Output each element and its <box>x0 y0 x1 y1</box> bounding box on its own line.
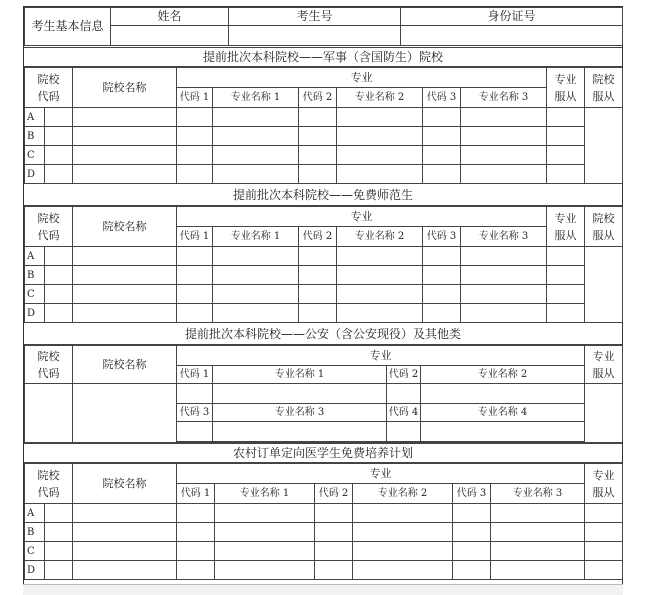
code-3-header: 代码 3 <box>177 404 213 422</box>
code-cell[interactable] <box>423 146 461 165</box>
major-name-cell[interactable] <box>491 504 585 523</box>
major-name-3-header: 专业名称 3 <box>213 404 387 422</box>
major-name-3-header: 专业名称 3 <box>461 88 547 108</box>
student-info-table <box>24 7 623 46</box>
major-name-cell[interactable] <box>215 504 315 523</box>
obey-cell[interactable] <box>547 304 585 323</box>
code-4-header: 代码 4 <box>387 404 421 422</box>
major-name-cell[interactable] <box>353 561 453 580</box>
major-name-cell[interactable] <box>421 384 585 404</box>
major-name-cell[interactable] <box>461 127 547 146</box>
code-2-header: 代码 2 <box>315 484 353 504</box>
school-code-cell[interactable] <box>45 247 73 266</box>
school-code-cell[interactable] <box>45 542 73 561</box>
section-title-police: 提前批次本科院校——公安（含公安现役）及其他类 <box>24 325 622 345</box>
major-name-1-header: 专业名称 1 <box>215 484 315 504</box>
obey-cell[interactable] <box>547 285 585 304</box>
school-code-cell[interactable] <box>45 266 73 285</box>
code-cell[interactable] <box>315 542 353 561</box>
major-name-cell[interactable] <box>215 561 315 580</box>
school-code-cell[interactable] <box>45 523 73 542</box>
code-cell[interactable] <box>177 561 215 580</box>
table-row <box>25 247 623 266</box>
school-name-header: 院校名称 <box>73 346 177 384</box>
table-row <box>25 561 623 580</box>
school-obey-cell[interactable] <box>585 108 623 184</box>
code-cell[interactable] <box>177 304 213 323</box>
obey-cell[interactable] <box>585 384 623 443</box>
major-name-cell[interactable] <box>215 523 315 542</box>
table-row <box>25 542 623 561</box>
code-cell[interactable] <box>177 146 213 165</box>
code-cell[interactable] <box>315 523 353 542</box>
obey-cell[interactable] <box>585 504 623 523</box>
code-cell[interactable] <box>423 247 461 266</box>
row-label: A <box>25 247 45 266</box>
school-code-cell[interactable] <box>45 108 73 127</box>
major-name-cell[interactable] <box>353 542 453 561</box>
code-cell[interactable] <box>423 165 461 184</box>
obey-cell[interactable] <box>547 127 585 146</box>
code-cell[interactable] <box>453 504 491 523</box>
row-label: A <box>25 504 45 523</box>
row-label: D <box>25 165 45 184</box>
section-title-teacher: 提前批次本科院校——免费师范生 <box>24 186 622 206</box>
police-choices-table <box>24 345 623 443</box>
obey-cell[interactable] <box>547 108 585 127</box>
major-header: 专业 <box>177 207 547 227</box>
major-name-cell[interactable] <box>337 146 423 165</box>
code-cell[interactable] <box>315 504 353 523</box>
code-cell[interactable] <box>299 127 337 146</box>
major-name-2-header: 专业名称 2 <box>353 484 453 504</box>
code-3-header: 代码 3 <box>423 88 461 108</box>
code-cell[interactable] <box>177 384 213 404</box>
code-cell[interactable] <box>177 422 213 442</box>
major-name-cell[interactable] <box>353 504 453 523</box>
code-2-header: 代码 2 <box>299 88 337 108</box>
major-name-cell[interactable] <box>215 542 315 561</box>
code-cell[interactable] <box>299 285 337 304</box>
section-title-military: 提前批次本科院校——军事（含国防生）院校 <box>24 47 622 67</box>
row-label: D <box>25 304 45 323</box>
school-code-cell[interactable] <box>45 285 73 304</box>
id-number-header: 身份证号 <box>401 8 623 26</box>
major-name-cell[interactable] <box>337 266 423 285</box>
exam-number-header: 考生号 <box>229 8 401 26</box>
code-1-header: 代码 1 <box>177 366 213 384</box>
school-code-header: 院校 代码 <box>25 464 73 504</box>
major-obey-header: 专业 服从 <box>547 68 585 108</box>
school-code-cell[interactable] <box>45 127 73 146</box>
school-name-cell[interactable] <box>73 304 177 323</box>
military-choices-table <box>24 67 623 184</box>
major-name-2-header: 专业名称 2 <box>337 88 423 108</box>
school-name-cell[interactable] <box>73 542 177 561</box>
code-cell[interactable] <box>177 542 215 561</box>
school-name-header: 院校名称 <box>73 207 177 247</box>
major-name-cell[interactable] <box>213 127 299 146</box>
major-name-3-header: 专业名称 3 <box>491 484 585 504</box>
school-name-cell[interactable] <box>73 247 177 266</box>
section-title-medical: 农村订单定向医学生免费培养计划 <box>24 443 622 463</box>
school-code-cell[interactable] <box>45 304 73 323</box>
major-name-3-header: 专业名称 3 <box>461 227 547 247</box>
row-label: D <box>25 561 45 580</box>
school-name-cell[interactable] <box>73 285 177 304</box>
obey-cell[interactable] <box>547 247 585 266</box>
code-1-header: 代码 1 <box>177 88 213 108</box>
code-cell[interactable] <box>177 504 215 523</box>
medical-choices-table <box>24 463 623 580</box>
code-cell[interactable] <box>423 266 461 285</box>
major-name-cell[interactable] <box>461 247 547 266</box>
major-name-cell[interactable] <box>337 165 423 184</box>
major-header: 专业 <box>177 68 547 88</box>
code-cell[interactable] <box>177 127 213 146</box>
school-code-header: 院校 代码 <box>25 68 73 108</box>
school-code-header: 院校 代码 <box>25 207 73 247</box>
code-cell[interactable] <box>177 108 213 127</box>
name-header: 姓名 <box>111 8 229 26</box>
major-name-cell[interactable] <box>213 304 299 323</box>
major-name-cell[interactable] <box>491 523 585 542</box>
school-code-cell[interactable] <box>25 384 73 443</box>
code-2-header: 代码 2 <box>387 366 421 384</box>
code-cell[interactable] <box>177 247 213 266</box>
school-name-cell[interactable] <box>73 523 177 542</box>
major-name-cell[interactable] <box>337 247 423 266</box>
school-name-cell[interactable] <box>73 384 177 443</box>
row-label: C <box>25 285 45 304</box>
major-name-cell[interactable] <box>461 304 547 323</box>
major-name-2-header: 专业名称 2 <box>337 227 423 247</box>
major-obey-header: 专业 服从 <box>585 464 623 504</box>
school-code-cell[interactable] <box>45 504 73 523</box>
code-cell[interactable] <box>299 108 337 127</box>
obey-cell[interactable] <box>585 561 623 580</box>
major-name-cell[interactable] <box>461 266 547 285</box>
major-name-cell[interactable] <box>337 304 423 323</box>
code-cell[interactable] <box>177 266 213 285</box>
major-name-cell[interactable] <box>213 108 299 127</box>
code-cell[interactable] <box>299 146 337 165</box>
code-cell[interactable] <box>453 561 491 580</box>
major-name-1-header: 专业名称 1 <box>213 227 299 247</box>
teacher-choices-table <box>24 206 623 323</box>
code-3-header: 代码 3 <box>453 484 491 504</box>
code-cell[interactable] <box>387 422 421 442</box>
code-1-header: 代码 1 <box>177 484 215 504</box>
application-form <box>23 6 623 584</box>
major-obey-header: 专业 服从 <box>547 207 585 247</box>
table-row <box>25 304 623 323</box>
code-cell[interactable] <box>299 165 337 184</box>
major-name-cell[interactable] <box>337 127 423 146</box>
school-obey-header: 院校 服从 <box>585 207 623 247</box>
code-3-header: 代码 3 <box>423 227 461 247</box>
major-name-cell[interactable] <box>461 146 547 165</box>
major-header: 专业 <box>177 464 585 484</box>
major-name-cell[interactable] <box>213 422 387 442</box>
table-row <box>25 165 623 184</box>
school-code-cell[interactable] <box>45 165 73 184</box>
row-label: A <box>25 108 45 127</box>
major-name-cell[interactable] <box>213 266 299 285</box>
major-name-1-header: 专业名称 1 <box>213 366 387 384</box>
major-name-cell[interactable] <box>461 165 547 184</box>
row-label: C <box>25 542 45 561</box>
school-obey-header: 院校 服从 <box>585 68 623 108</box>
major-name-cell[interactable] <box>353 523 453 542</box>
table-row <box>25 504 623 523</box>
cropped-footer <box>23 584 623 595</box>
major-name-cell[interactable] <box>461 285 547 304</box>
school-name-cell[interactable] <box>73 266 177 285</box>
code-cell[interactable] <box>177 285 213 304</box>
major-name-cell[interactable] <box>213 285 299 304</box>
major-name-cell[interactable] <box>491 561 585 580</box>
code-cell[interactable] <box>299 247 337 266</box>
obey-cell[interactable] <box>547 146 585 165</box>
major-name-cell[interactable] <box>461 108 547 127</box>
row-label: B <box>25 523 45 542</box>
table-row <box>25 108 623 127</box>
code-cell[interactable] <box>177 523 215 542</box>
table-row <box>25 127 623 146</box>
code-cell[interactable] <box>387 384 421 404</box>
major-name-cell[interactable] <box>213 247 299 266</box>
code-cell[interactable] <box>423 285 461 304</box>
obey-cell[interactable] <box>585 523 623 542</box>
major-name-cell[interactable] <box>213 146 299 165</box>
major-name-cell[interactable] <box>421 422 585 442</box>
major-name-cell[interactable] <box>491 542 585 561</box>
school-obey-cell[interactable] <box>585 247 623 323</box>
major-name-1-header: 专业名称 1 <box>213 88 299 108</box>
obey-cell[interactable] <box>585 542 623 561</box>
exam-number-field[interactable] <box>229 26 401 46</box>
row-label: C <box>25 146 45 165</box>
major-name-2-header: 专业名称 2 <box>421 366 585 384</box>
school-name-header: 院校名称 <box>73 68 177 108</box>
major-name-cell[interactable] <box>337 108 423 127</box>
major-header: 专业 <box>177 346 585 366</box>
school-code-cell[interactable] <box>45 146 73 165</box>
table-row <box>25 266 623 285</box>
row-label: B <box>25 266 45 285</box>
school-name-cell[interactable] <box>73 108 177 127</box>
code-cell[interactable] <box>299 266 337 285</box>
code-cell[interactable] <box>423 304 461 323</box>
code-cell[interactable] <box>315 561 353 580</box>
table-row <box>25 285 623 304</box>
row-label: B <box>25 127 45 146</box>
obey-cell[interactable] <box>547 165 585 184</box>
school-name-cell[interactable] <box>73 127 177 146</box>
table-row <box>25 523 623 542</box>
code-cell[interactable] <box>423 108 461 127</box>
code-2-header: 代码 2 <box>299 227 337 247</box>
code-cell[interactable] <box>453 542 491 561</box>
code-cell[interactable] <box>453 523 491 542</box>
id-number-field[interactable] <box>401 26 623 46</box>
major-name-cell[interactable] <box>213 165 299 184</box>
school-code-header: 院校 代码 <box>25 346 73 384</box>
code-cell[interactable] <box>299 304 337 323</box>
student-info-label: 考生基本信息 <box>25 8 111 46</box>
code-cell[interactable] <box>423 127 461 146</box>
major-name-cell[interactable] <box>337 285 423 304</box>
school-name-cell[interactable] <box>73 165 177 184</box>
obey-cell[interactable] <box>547 266 585 285</box>
school-name-cell[interactable] <box>73 146 177 165</box>
major-name-cell[interactable] <box>213 384 387 404</box>
code-cell[interactable] <box>177 165 213 184</box>
school-code-cell[interactable] <box>45 561 73 580</box>
code-1-header: 代码 1 <box>177 227 213 247</box>
school-name-header: 院校名称 <box>73 464 177 504</box>
major-name-4-header: 专业名称 4 <box>421 404 585 422</box>
name-field[interactable] <box>111 26 229 46</box>
school-name-cell[interactable] <box>73 561 177 580</box>
school-name-cell[interactable] <box>73 504 177 523</box>
table-row <box>25 146 623 165</box>
major-obey-header: 专业 服从 <box>585 346 623 384</box>
